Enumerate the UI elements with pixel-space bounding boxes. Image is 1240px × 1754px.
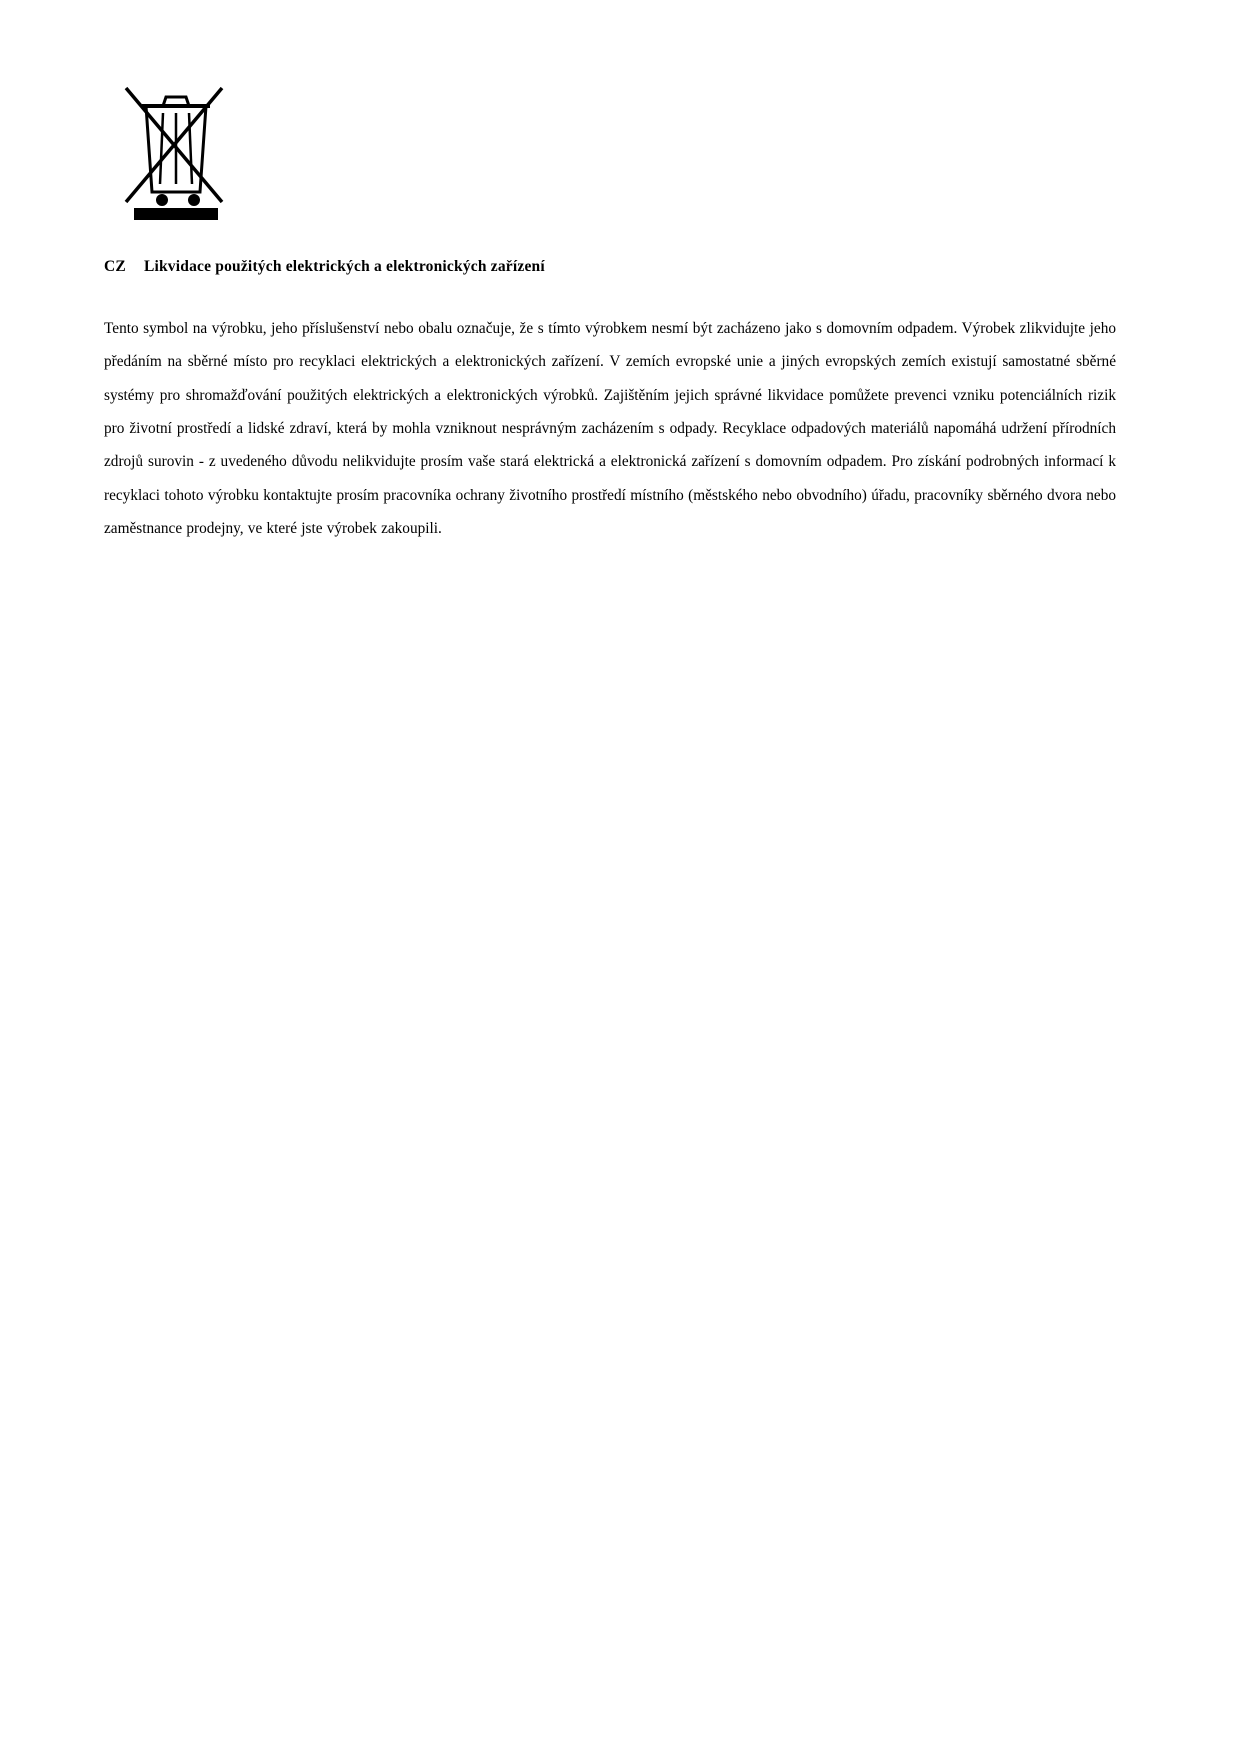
document-content (104, 80, 1116, 561)
heading-text: Likvidace použitých elektrických a elektronických zařízení (143, 258, 545, 275)
crossed-out-wheeled-bin-icon (118, 80, 228, 220)
country-code: CZ (104, 258, 126, 275)
page-title (104, 258, 1116, 276)
body-paragraph: Tento symbol na výrobku, jeho příslušenství nebo obalu označuje, že s tímto výrobkem nesmí být zacházeno jako s domovním odpadem. Výrobek zlikvidujte jeho předáním na sběrné místo pro recyklaci elektrických a elektronických zařízení. V zemích evropské unie a jiných evropských zemích existují samostatné sběrné systémy pro shromažďování použitých elektrických a elektronických výrobků. Zajištěním jejich správné likvidace pomůžete prevenci vzniku potenciálních rizik pro životní prostředí a lidské zdraví, která by mohla vzniknout nesprávným zacházením s odpady. Recyklace odpadových materiálů napomáhá udržení přírodních zdrojů surovin - z uvedeného důvodu nelikvidujte prosím vaše stará elektrická a elektronická zařízení s domovním odpadem. Pro získání podrobných informací k recyklaci tohoto výrobku kontaktujte prosím pracovníka ochrany životního prostředí místního (městského nebo obvodního) úřadu, pracovníky sběrného dvora nebo zaměstnance prodejny, ve které jste výrobek zakoupili. (104, 320, 1116, 538)
